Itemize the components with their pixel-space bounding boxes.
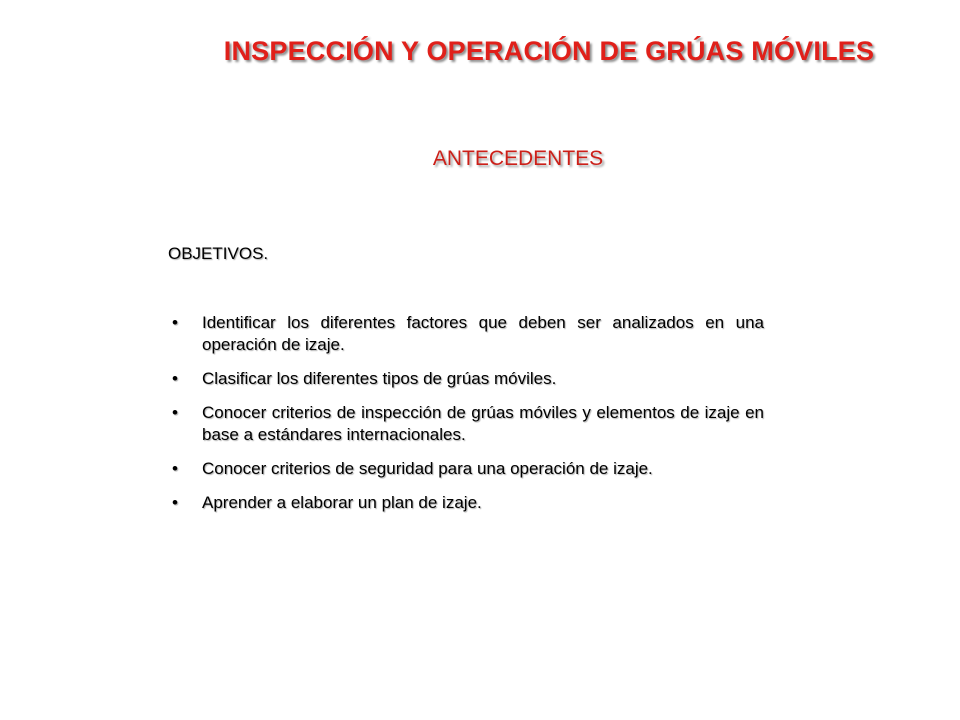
objective-text: Identificar los diferentes factores que deben ser analizados en una operación de izaje. [202, 313, 764, 354]
list-item [168, 492, 764, 514]
bullet-icon: • [172, 369, 178, 388]
list-item [168, 402, 764, 446]
objective-text: Clasificar los diferentes tipos de grúas móviles. [202, 369, 557, 388]
bullet-icon: • [172, 459, 178, 478]
bullet-icon: • [172, 403, 178, 422]
objective-text: Conocer criterios de seguridad para una operación de izaje. [202, 459, 653, 478]
list-item [168, 312, 764, 356]
section-subtitle: ANTECEDENTES [432, 147, 604, 170]
objective-text: Conocer criterios de inspección de grúas móviles y elementos de izaje en base a estándares internacionales. [202, 403, 764, 444]
bullet-icon: • [172, 313, 178, 332]
bullet-icon: • [172, 493, 178, 512]
objective-text: Aprender a elaborar un plan de izaje. [202, 493, 482, 512]
objectives-list [168, 312, 764, 526]
list-item [168, 368, 764, 390]
list-item [168, 458, 764, 480]
slide-title: INSPECCIÓN Y OPERACIÓN DE GRÚAS MÓVILES [223, 36, 875, 66]
objectives-heading: OBJETIVOS. [168, 244, 269, 263]
